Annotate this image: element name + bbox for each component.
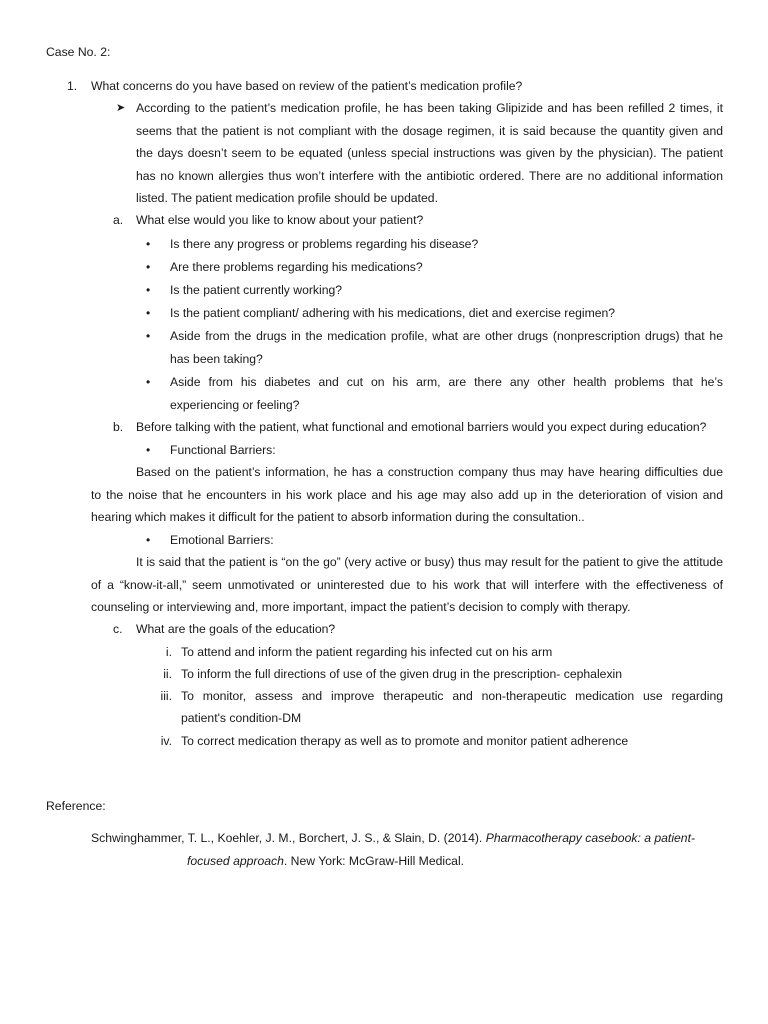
functional-barriers-text: Based on the patient’s information, he has a construction company thus may have hearing difficulties due xyxy=(136,465,723,479)
reference-citation-line-2 xyxy=(187,850,464,873)
answer-1-line: has no known allergies thus won’t interfere with the antibiotic ordered. There are no additional information xyxy=(136,169,723,183)
functional-barriers-text: hearing which makes it difficult for the patient to absorb information during the consultation.. xyxy=(91,510,585,524)
answer-1-line: the days doesn’t seem to be equated (unless special instructions was given by the physician). The patient xyxy=(136,146,723,160)
question-a-bullet: Is the patient compliant/ adhering with his medications, diet and exercise regimen? xyxy=(170,306,616,320)
reference-title-continued: focused approach xyxy=(187,854,284,868)
reference-authors: Schwinghammer, T. L., Koehler, J. M., Borchert, J. S., & Slain, D. (2014). xyxy=(91,831,486,845)
answer-1-line: listed. The patient medication profile should be updated. xyxy=(136,191,438,205)
emotional-barriers-text: of a “know-it-all,” seem unmotivated or uninterested due to his work that will interfere with the effectiveness of xyxy=(91,578,723,592)
bullet-icon: • xyxy=(146,375,151,389)
question-a-bullet: Is there any progress or problems regarding his disease? xyxy=(170,237,479,251)
goal-number: ii. xyxy=(163,667,172,681)
emotional-barriers-text: It is said that the patient is “on the go” (very active or busy) thus may result for the patient to give the attitude xyxy=(136,555,723,569)
question-a-bullet: Aside from the drugs in the medication profile, what are other drugs (nonprescription drugs) that he xyxy=(170,329,723,343)
arrow-bullet-icon: ➤ xyxy=(116,102,126,114)
goal-text: To attend and inform the patient regarding his infected cut on his arm xyxy=(181,645,553,659)
question-a-bullet: Are there problems regarding his medications? xyxy=(170,260,423,274)
question-1-number: 1. xyxy=(67,79,78,93)
bullet-icon: • xyxy=(146,283,151,297)
question-c-text: What are the goals of the education? xyxy=(136,622,336,636)
functional-barriers-label: Functional Barriers: xyxy=(170,443,276,457)
goal-text: To monitor, assess and improve therapeutic and non-therapeutic medication use regarding xyxy=(181,689,723,703)
answer-1-line: seems that the patient is not compliant with the dosage regimen, it is said because the quantity given and xyxy=(136,124,723,138)
goal-text-continued: patient's condition-DM xyxy=(181,711,302,725)
reference-title: Pharmacotherapy casebook: a patient- xyxy=(485,831,696,845)
bullet-icon: • xyxy=(146,329,151,343)
bullet-icon: • xyxy=(146,306,151,320)
question-c-letter: c. xyxy=(113,622,123,636)
reference-citation-line-1 xyxy=(91,827,723,850)
goal-text: To inform the full directions of use of the given drug in the prescription- cephalexin xyxy=(181,667,623,681)
case-title: Case No. 2: xyxy=(46,45,111,59)
question-a-bullet: Aside from his diabetes and cut on his arm, are there any other health problems that he’s xyxy=(170,375,723,389)
bullet-icon: • xyxy=(146,260,151,274)
bullet-icon: • xyxy=(146,443,151,457)
functional-barriers-text: to the noise that he encounters in his work place and his age may also add up in the deterioration of vision and xyxy=(91,488,723,502)
question-a-bullet-continued: has been taking? xyxy=(170,352,263,366)
goal-text: To correct medication therapy as well as to promote and monitor patient adherence xyxy=(181,734,629,748)
question-a-bullet: Is the patient currently working? xyxy=(170,283,343,297)
question-a-text: What else would you like to know about your patient? xyxy=(136,213,424,227)
question-b-letter: b. xyxy=(113,420,124,434)
bullet-icon: • xyxy=(146,533,151,547)
question-a-letter: a. xyxy=(113,213,124,227)
emotional-barriers-text: counseling or interviewing and, more important, impact the patient’s decision to comply with therapy. xyxy=(91,600,631,614)
emotional-barriers-label: Emotional Barriers: xyxy=(170,533,274,547)
question-a-bullet-continued: experiencing or feeling? xyxy=(170,398,300,412)
goal-number: i. xyxy=(165,645,172,659)
goal-number: iii. xyxy=(160,689,172,703)
bullet-icon: • xyxy=(146,237,151,251)
answer-1-line: According to the patient’s medication profile, he has been taking Glipizide and has been refilled 2 times, it xyxy=(136,101,723,115)
reference-publisher: . New York: McGraw-Hill Medical. xyxy=(283,854,465,868)
question-1-text: What concerns do you have based on review of the patient’s medication profile? xyxy=(91,79,523,93)
question-b-text: Before talking with the patient, what functional and emotional barriers would you expect during education? xyxy=(136,420,707,434)
goal-number: iv. xyxy=(160,734,172,748)
reference-label: Reference: xyxy=(46,799,106,813)
